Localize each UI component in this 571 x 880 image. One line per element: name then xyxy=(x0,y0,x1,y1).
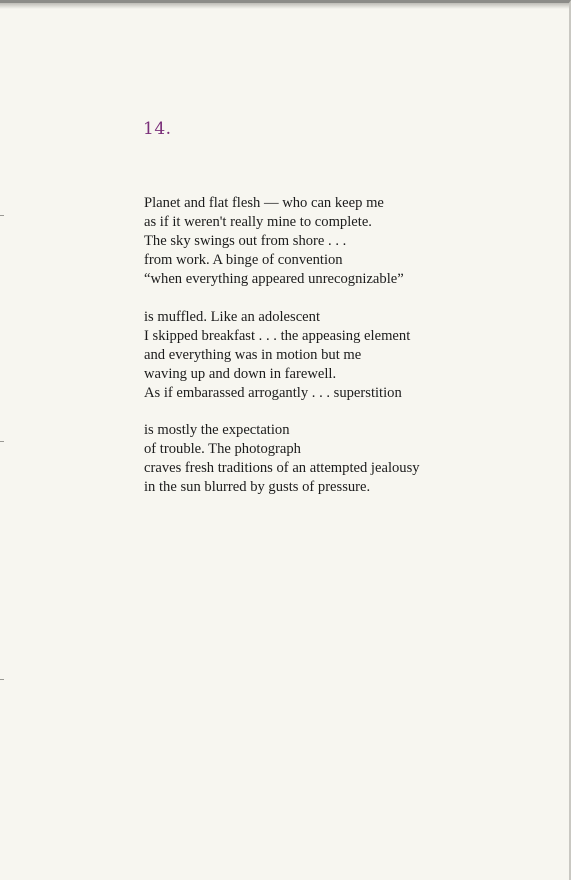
poem-line: in the sun blurred by gusts of pressure. xyxy=(144,479,371,495)
poem-line: is muffled. Like an adolescent xyxy=(144,308,321,325)
stanza-1 xyxy=(144,194,544,289)
poem-line: from work. A binge of convention xyxy=(144,252,343,268)
poem-line: I skipped breakfast . . . the appeasing element xyxy=(144,327,411,344)
page-top-shadow xyxy=(0,3,569,9)
page-number: 14. xyxy=(143,119,172,139)
poem-line: craves fresh traditions of an attempted jealousy xyxy=(144,460,420,476)
poem-line: waving up and down in farewell. xyxy=(144,365,337,382)
poem-line: of trouble. The photograph xyxy=(144,441,301,457)
poem-line: Planet and flat flesh — who can keep me xyxy=(144,195,384,211)
stanza-3 xyxy=(144,421,544,497)
poem-line: As if embarassed arrogantly . . . superstition xyxy=(144,384,402,401)
margin-mark xyxy=(0,679,4,680)
poem-line: “when everything appeared unrecognizable” xyxy=(144,271,404,287)
poem-line: The sky swings out from shore . . . xyxy=(144,233,347,249)
poem-line: as if it weren't really mine to complete. xyxy=(144,214,372,230)
poem-line: is mostly the expectation xyxy=(144,422,290,438)
stanza-2 xyxy=(144,308,544,403)
margin-mark xyxy=(0,441,4,442)
margin-mark xyxy=(0,215,4,216)
poem xyxy=(144,194,544,516)
poem-line: and everything was in motion but me xyxy=(144,346,362,363)
